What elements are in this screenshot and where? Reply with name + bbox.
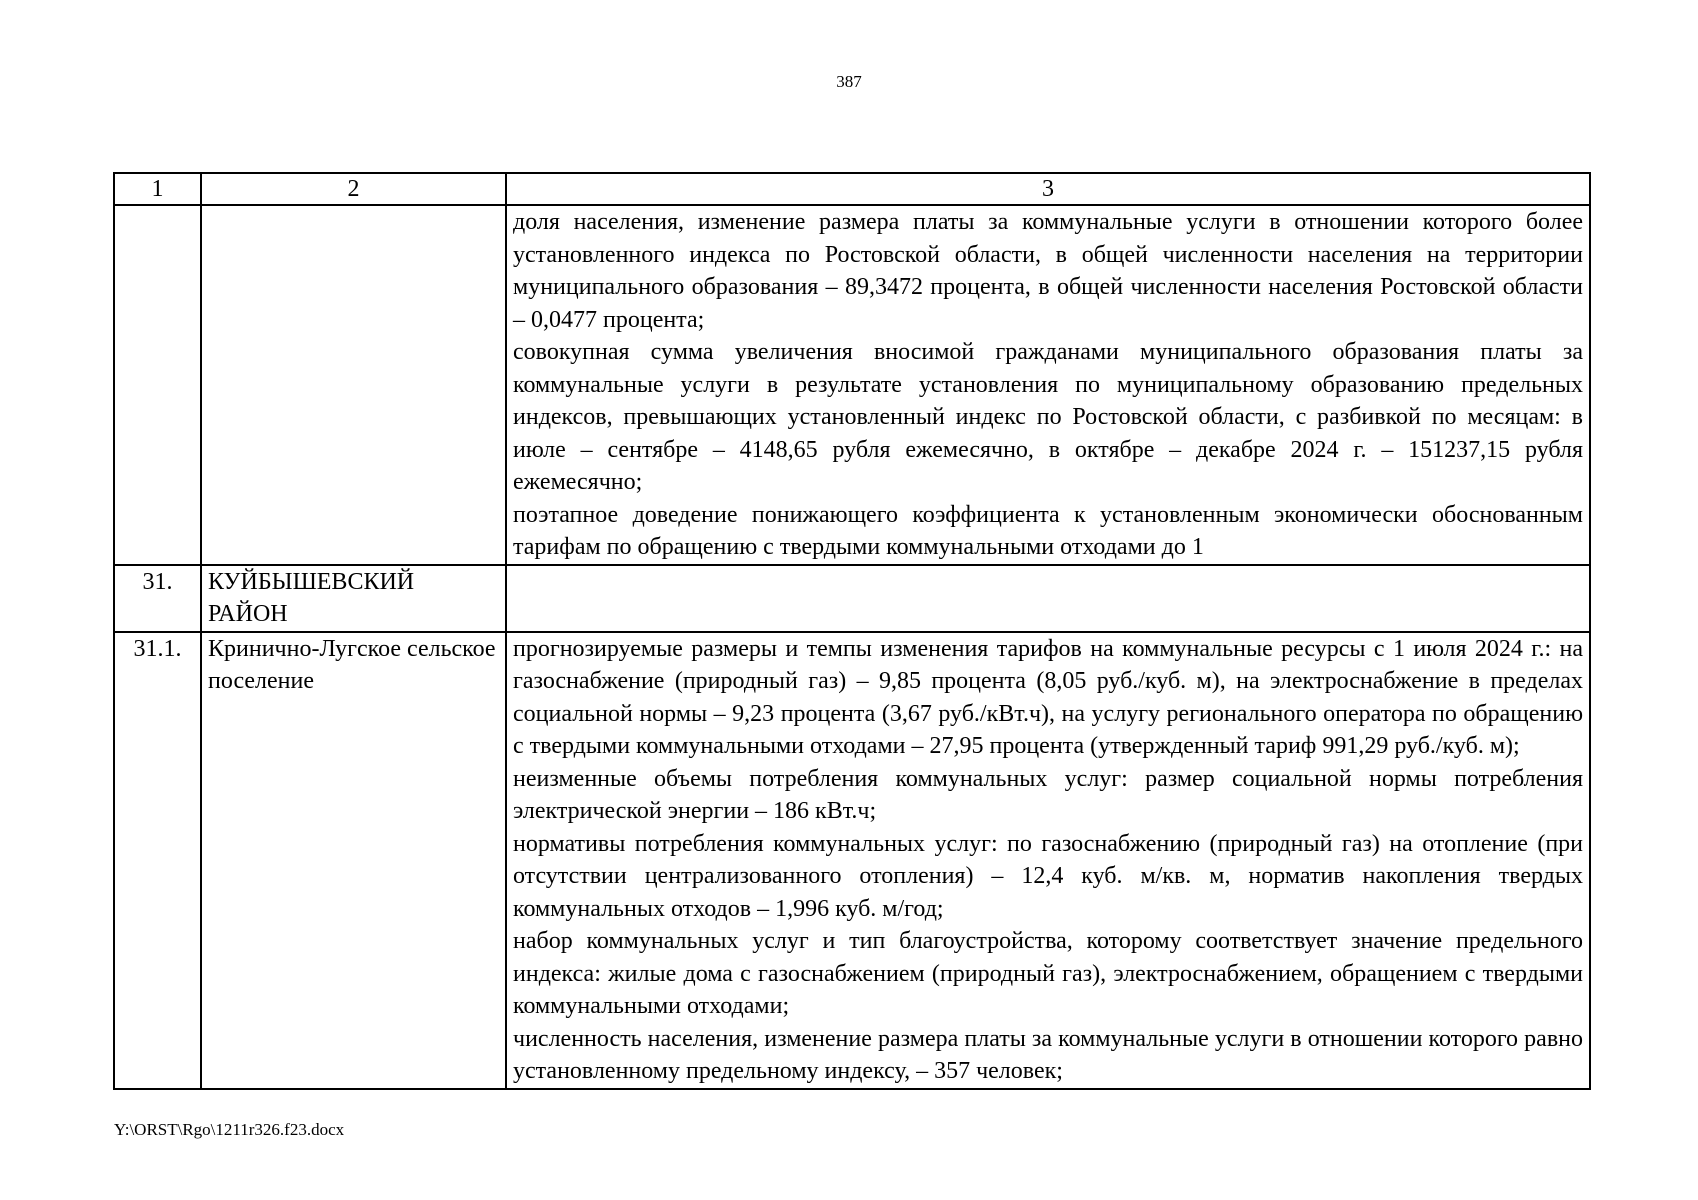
table-row-settlement [114,632,1590,1089]
text-paragraph: неизменные объемы потребления коммунальных услуг: размер социальной нормы потребления электрической энергии – 186 кВт.ч; [513,765,1583,824]
row-text [506,632,1590,1089]
district-name: КУЙБЫШЕВСКИЙ РАЙОН [201,565,506,632]
header-col-3: 3 [506,173,1590,205]
text-paragraph: доля населения, изменение размера платы за коммунальные услуги в отношении которого более установленного индекса по Ростовской области, в общей численности населения на территории муниципального образования – 89,3472 процента, в общей численности населения Ростовской области – 0,0477 процента; [513,209,1583,333]
text-paragraph: численность населения, изменение размера платы за коммунальные услуги в отношении которого равно установленному предельному индексу, – 357 человек; [513,1025,1583,1084]
page-number: 387 [836,72,862,91]
row-text [506,205,1590,565]
table-header-row [114,173,1590,205]
row-name [201,205,506,565]
table-row [114,205,1590,565]
header-col-1: 1 [114,173,201,205]
text-paragraph: поэтапное доведение понижающего коэффициента к установленным экономически обоснованным тарифам по обращению с твердыми коммунальными отходами до 1 [513,501,1583,560]
text-paragraph: набор коммунальных услуг и тип благоустройства, которому соответствует значение предельного индекса: жилые дома с газоснабжением (природный газ), электроснабжением, обращением с твердыми коммунальными отходами; [513,928,1583,1019]
tariff-table [113,172,1591,1090]
table-row-district [114,565,1590,632]
text-paragraph: совокупная сумма увеличения вносимой гражданами муниципального образования платы за коммунальные услуги в результате установления по муниципальному образованию предельных индексов, превышающих установленный индекс по Ростовской области, с разбивкой по месяцам: в июле – сентябре – 4148,65 рубля ежемесячно, в октябре – декабре 2024 г. – 151237,15 рубля ежемесячно; [513,339,1583,495]
settlement-name: Кринично-Лугское сельское поселение [201,632,506,1089]
row-number [114,205,201,565]
text-paragraph: прогнозируемые размеры и темпы изменения тарифов на коммунальные ресурсы с 1 июля 2024 г.: на газоснабжение (природный газ) – 9,85 процента (8,05 руб./куб. м), на электроснабжение в пределах социальной нормы – 9,23 процента (3,67 руб./кВт.ч), на услугу регионального оператора по обращению с твердыми коммунальными отходами – 27,95 процента (утвержденный тариф 991,29 руб./куб. м); [513,635,1583,759]
row-text [506,565,1590,632]
text-paragraph: нормативы потребления коммунальных услуг: по газоснабжению (природный газ) на отопление (при отсутствии централизованного отопления) – 12,4 куб. м/кв. м, норматив накопления твердых коммунальных отходов – 1,996 куб. м/год; [513,830,1583,922]
header-col-2: 2 [201,173,506,205]
row-number: 31.1. [114,632,201,1089]
file-path-footer: Y:\ORST\Rgo\1211r326.f23.docx [114,1120,345,1139]
row-number: 31. [114,565,201,632]
